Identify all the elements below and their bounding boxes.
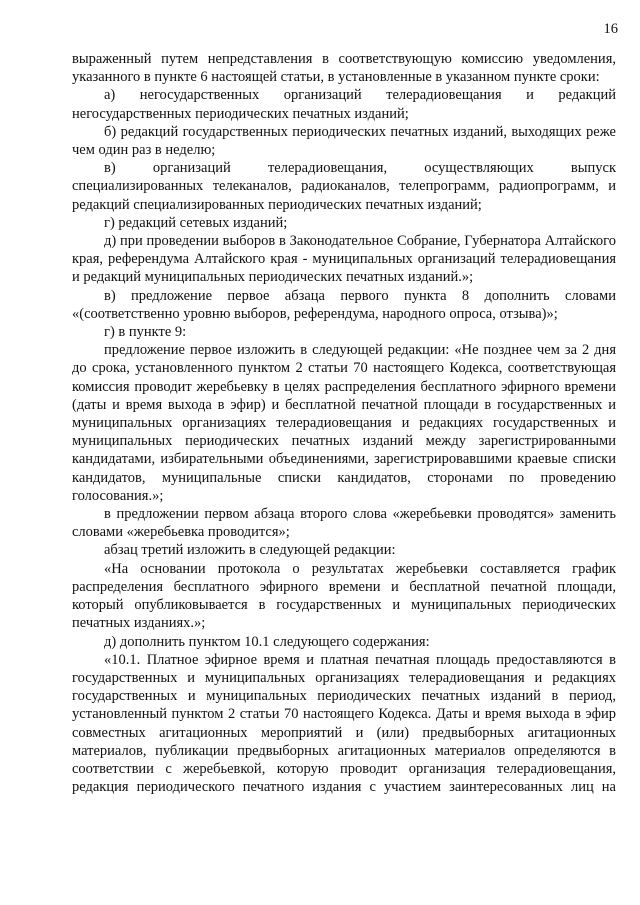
document-body — [72, 50, 616, 796]
paragraph-point-8: в) предложение первое абзаца первого пункта 8 дополнить словами «(соответственно уровню выборов, референдума, народного опроса, отзыва)»; — [72, 287, 616, 322]
paragraph-item-v: в) организаций телерадиовещания, осуществляющих выпуск специализированных телеканалов, радиоканалов, телепрограмм, радиопрограмм, и редакций специализированных периодических печатных изданий; — [72, 160, 616, 213]
page-number: 16 — [603, 21, 618, 37]
paragraph-point-10-1-text: «10.1. Платное эфирное время и платная печатная площадь предоставляются в государственных и муниципальных организациях телерадиовещания и редакциях государственных и муниципальных периодических печатных изданий в период, установленный пунктом 2 статьи 70 настоящего Кодекса. Даты и время выхода в эфир совместных агитационных мероприятий и (или) предвыборных агитационных материалов, публикации предвыборных агитационных материалов определяются в соответствии с жеребьевкой, которую проводит организация телерадиовещания, редакция периодического печатного издания с участием заинтересованных лиц на — [72, 651, 616, 796]
paragraph-point-10-1-heading: д) дополнить пунктом 10.1 следующего содержания: — [104, 633, 430, 650]
paragraph-point-9-second-para: в предложении первом абзаца второго слова «жеребьевки проводятся» заменить словами «жеребьевка проводится»; — [72, 506, 616, 541]
paragraph-item-b: б) редакций государственных периодических печатных изданий, выходящих реже чем один раз в неделю; — [72, 123, 616, 159]
paragraph-item-g: г) редакций сетевых изданий; — [104, 214, 288, 231]
paragraph-continuation: выраженный путем непредставления в соответствующую комиссию уведомления, указанного в пункте 6 настоящей статьи, в установленные в указанном пункте сроки: — [72, 51, 616, 86]
paragraph-point-9-third-para-text: «На основании протокола о результатах жеребьевки составляется график распределения бесплатного эфирного времени и бесплатной печатной площади, который опубликовывается в государственных и муниципальных периодических печатных изданиях.»; — [72, 560, 616, 632]
paragraph-item-d: д) при проведении выборов в Законодательное Собрание, Губернатора Алтайского края, референдума Алтайского края - муниципальных организаций телерадиовещания и редакций муниципальных периодических печатных изданий.»; — [72, 233, 616, 286]
paragraph-point-9-heading: г) в пункте 9: — [104, 324, 187, 341]
paragraph-point-9-sentence-one: предложение первое изложить в следующей редакции: «Не позднее чем за 2 дня до срока, установленного пунктом 2 статьи 70 настоящего Кодекса, соответствующая комиссия проводит жеребьевку в целях распределения бесплатного эфирного времени (даты и время выхода в эфир) и бесплатной печатной площади в государственных и муниципальных организациях телерадиовещания и редакциях государственных и муниципальных периодических печатных изданий между зарегистрированными кандидатами, избирательными объединениями, зарегистрировавшими краевые списки кандидатов, муниципальные списки кандидатов, сторонами по проведению голосования.»; — [72, 342, 616, 504]
paragraph-item-a: а) негосударственных организаций телерадиовещания и редакций негосударственных периодических печатных изданий; — [72, 87, 616, 122]
paragraph-point-9-third-para-heading: абзац третий изложить в следующей редакции: — [104, 542, 396, 559]
